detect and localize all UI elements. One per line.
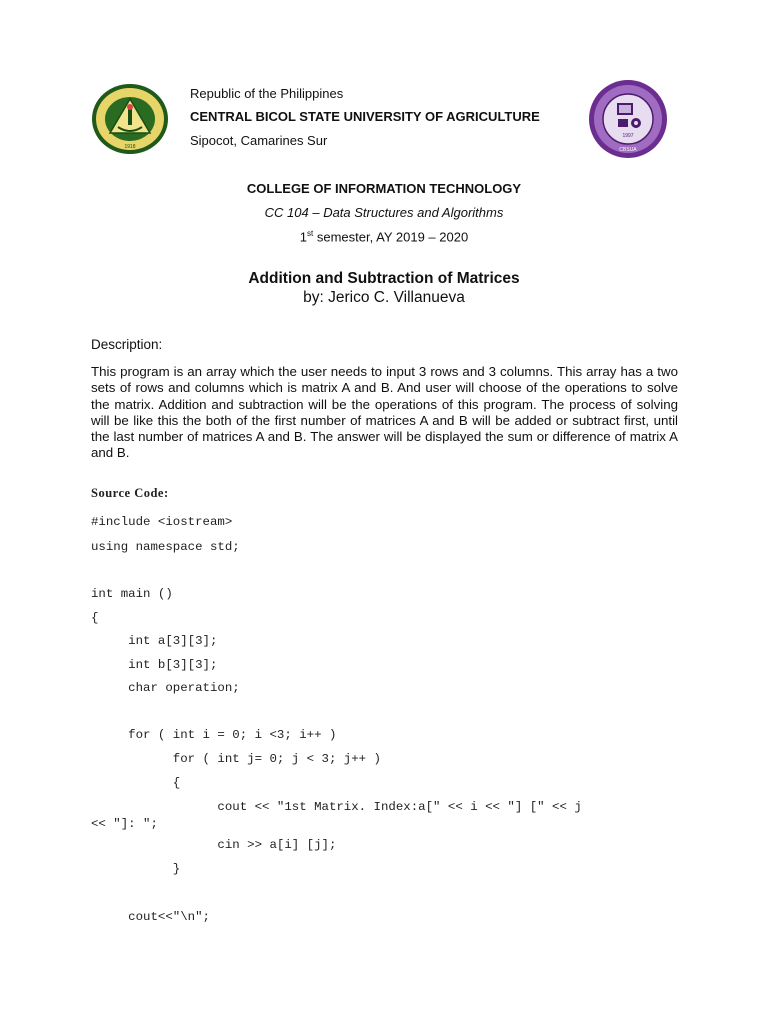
code-line: #include <iostream>	[91, 515, 233, 529]
svg-text:1997: 1997	[622, 133, 634, 139]
code-line: << "]: ";	[91, 817, 158, 831]
code-line: int a[3][3];	[91, 634, 218, 648]
college-name: COLLEGE OF INFORMATION TECHNOLOGY	[246, 181, 522, 196]
code-line: {	[91, 611, 99, 625]
description-label: Description:	[91, 337, 163, 352]
code-line: for ( int i = 0; i <3; i++ )	[91, 728, 337, 742]
code-line: {	[91, 776, 181, 790]
university-seal-logo	[90, 83, 170, 155]
semester-rest: semester, AY 2019 – 2020	[313, 229, 469, 245]
code-line: cin >> a[i] [j];	[91, 838, 337, 852]
university-location: Sipocot, Camarines Sur	[190, 133, 328, 148]
semester-line	[0, 229, 768, 244]
semester-suffix: st	[307, 229, 314, 238]
code-line: cout << "1st Matrix. Index:a[" << i << "] [" << j	[91, 800, 582, 814]
code-line: char operation;	[91, 681, 240, 695]
code-line: int main ()	[91, 587, 173, 601]
country-name: Republic of the Philippines	[190, 86, 344, 101]
code-line: using namespace std;	[91, 540, 240, 554]
code-line: }	[91, 862, 181, 876]
svg-text:CBSUA: CBSUA	[619, 147, 637, 153]
semester-ordinal: 1	[299, 229, 308, 245]
college-seal-logo	[588, 79, 668, 159]
source-code-label: Source Code:	[91, 486, 169, 500]
document-author: by: Jerico C. Villanueva	[303, 289, 465, 306]
code-line: cout<<"\n";	[91, 910, 210, 924]
university-name: CENTRAL BICOL STATE UNIVERSITY OF AGRICULTURE	[190, 109, 540, 124]
document-title: Addition and Subtraction of Matrices	[248, 270, 520, 287]
code-line: int b[3][3];	[91, 658, 218, 672]
course-title: CC 104 – Data Structures and Algorithms	[264, 205, 504, 220]
description-text: This program is an array which the user needs to input 3 rows and 3 columns. This array has a two sets of rows and columns which is matrix A and B. And user will choose of the operations to solve the matrix. Addition and subtraction will be the operations of this program. The process of solving will be like this the both of the first number of matrices A and B will be added or subtract first, until the last number of matrices A and B. The answer will be displayed the sum or difference of matrix A and B.	[91, 364, 678, 461]
svg-text:1918: 1918	[124, 144, 136, 150]
code-line: for ( int j= 0; j < 3; j++ )	[91, 752, 381, 766]
